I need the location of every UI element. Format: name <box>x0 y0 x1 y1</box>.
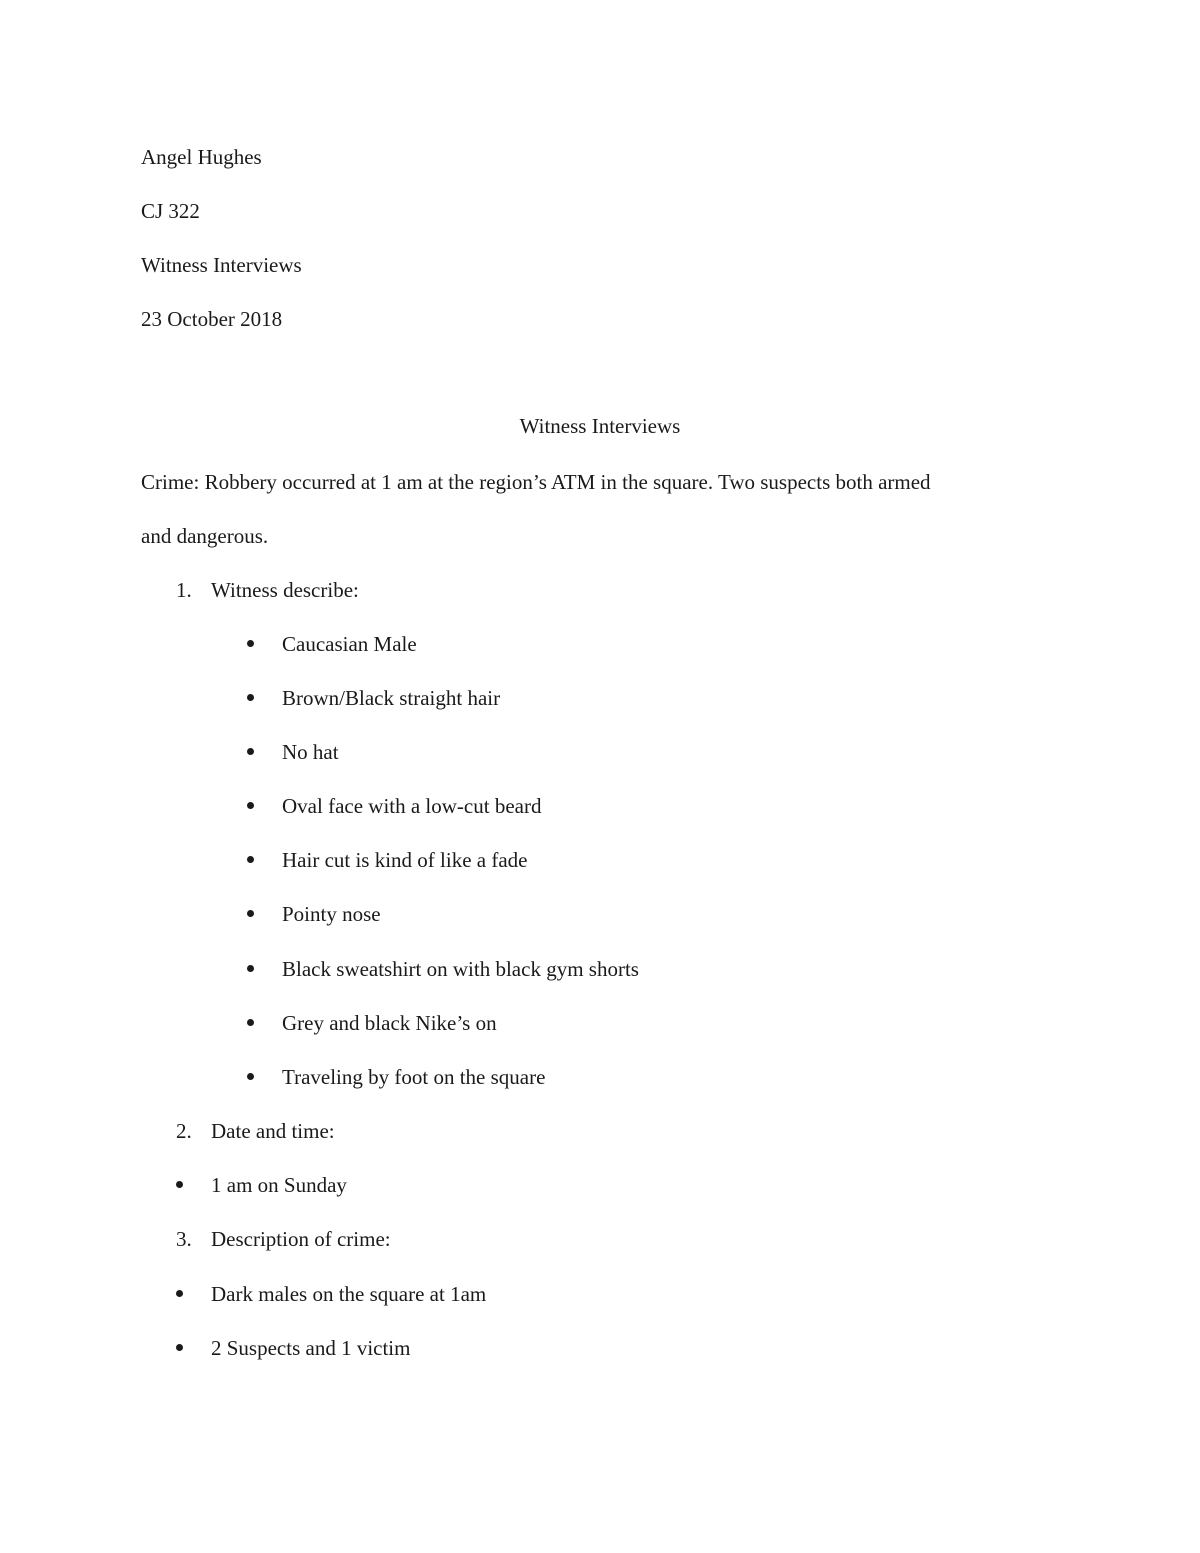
bullet-icon <box>247 910 254 917</box>
crime-paragraph-line-1: Crime: Robbery occurred at 1 am at the region’s ATM in the square. Two suspects both armed <box>141 470 931 494</box>
bullet-icon <box>176 1181 183 1188</box>
bullet-icon <box>247 1073 254 1080</box>
list-item: Caucasian Male <box>282 632 417 656</box>
section-3-number: 3. <box>176 1227 192 1251</box>
document-date: 23 October 2018 <box>141 307 283 331</box>
bullet-icon <box>247 1019 254 1026</box>
bullet-icon <box>247 748 254 755</box>
section-2-number: 2. <box>176 1119 192 1143</box>
assignment-name: Witness Interviews <box>141 253 302 277</box>
list-item: 1 am on Sunday <box>211 1173 347 1197</box>
course-code: CJ 322 <box>141 199 200 223</box>
list-item: Grey and black Nike’s on <box>282 1011 497 1035</box>
list-item: Hair cut is kind of like a fade <box>282 848 528 872</box>
bullet-icon <box>247 640 254 647</box>
list-item: Brown/Black straight hair <box>282 686 501 710</box>
list-item: Dark males on the square at 1am <box>211 1282 487 1306</box>
section-1-number: 1. <box>176 578 192 602</box>
list-item: Black sweatshirt on with black gym shorts <box>282 957 639 981</box>
author-name: Angel Hughes <box>141 145 262 169</box>
section-3-heading: Description of crime: <box>211 1227 391 1251</box>
bullet-icon <box>247 856 254 863</box>
list-item: Traveling by foot on the square <box>282 1065 546 1089</box>
bullet-icon <box>176 1344 183 1351</box>
crime-paragraph-line-2: and dangerous. <box>141 524 269 548</box>
document-title: Witness Interviews <box>519 414 681 438</box>
list-item: No hat <box>282 740 339 764</box>
bullet-icon <box>247 965 254 972</box>
section-2-heading: Date and time: <box>211 1119 335 1143</box>
bullet-icon <box>247 802 254 809</box>
bullet-icon <box>247 694 254 701</box>
list-item: 2 Suspects and 1 victim <box>211 1336 411 1360</box>
list-item: Oval face with a low-cut beard <box>282 794 542 818</box>
bullet-icon <box>176 1290 183 1297</box>
section-1-heading: Witness describe: <box>211 578 359 602</box>
list-item: Pointy nose <box>282 902 381 926</box>
